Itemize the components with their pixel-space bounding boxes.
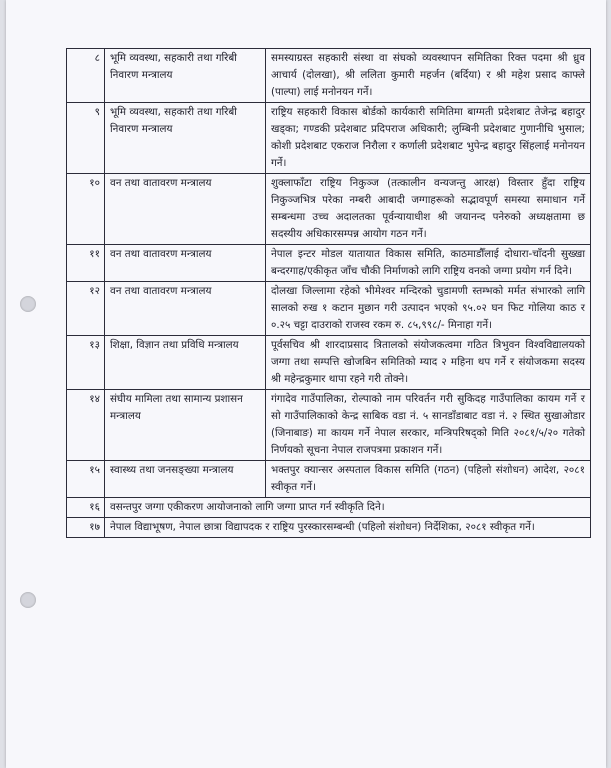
decision-cell: भक्तपुर क्यान्सर अस्पताल विकास समिति (गठन) (पहिलो संशोधन) आदेश, २०८१ स्वीकृत गर्ने। <box>266 461 591 498</box>
decision-cell: नेपाल इन्टर मोडल यातायात विकास समिति, काठमाडौँलाई दोधारा-चाँदनी सुख्खा बन्दरगाह/एकीकृत जाँच चौकी निर्माणको लागि राष्ट्रिय वनको जग्गा प्रयोग गर्न दिने। <box>266 245 591 282</box>
ministry-cell: शिक्षा, विज्ञान तथा प्रविधि मन्त्रालय <box>105 336 266 390</box>
table-row <box>67 174 591 245</box>
ministry-cell: स्वास्थ्य तथा जनसङ्ख्या मन्त्रालय <box>105 461 266 498</box>
decision-cell: पूर्वसचिव श्री शारदाप्रसाद त्रितालको संयोजकत्वमा गठित त्रिभुवन विश्वविद्यालयको जग्गा तथा सम्पत्ति खोजबिन समितिको म्याद २ महिना थप गर्ने र संयोजकमा सदस्य श्री महेन्द्रकुमार थापा रहने गरी तोक्ने। <box>266 336 591 390</box>
table-row <box>67 49 591 103</box>
row-number: ९ <box>67 103 105 174</box>
decision-cell: नेपाल विद्याभूषण, नेपाल छात्रा विद्यापदक र राष्ट्रिय पुरस्कारसम्बन्धी (पहिलो संशोधन) निर्देशिका, २०८१ स्वीकृत गर्ने। <box>105 518 591 538</box>
punch-hole <box>20 296 36 312</box>
document-page <box>6 0 606 768</box>
row-number: १७ <box>67 518 105 538</box>
row-number: ८ <box>67 49 105 103</box>
table-row <box>67 518 591 538</box>
row-number: १२ <box>67 282 105 336</box>
row-number: १६ <box>67 498 105 518</box>
row-number: १५ <box>67 461 105 498</box>
row-number: १४ <box>67 390 105 461</box>
decisions-table <box>66 48 591 538</box>
decision-cell: समस्याग्रस्त सहकारी संस्था वा संघको व्यवस्थापन समितिका रिक्त पदमा श्री ध्रुव आचार्य (दोलखा), श्री ललिता कुमारी महर्जन (बर्दिया) र श्री महेश प्रसाद काफ्ले (पाल्पा) लाई मनोनयन गर्ने। <box>266 49 591 103</box>
punch-hole <box>20 592 36 608</box>
ministry-cell: भूमि व्यवस्था, सहकारी तथा गरिबी निवारण मन्त्रालय <box>105 49 266 103</box>
decision-cell: गंगादेव गाउँपालिका, रोल्पाको नाम परिवर्तन गरी सुकिदह गाउँपालिका कायम गर्ने र सो गाउँपालिकाको केन्द्र साबिक वडा नं. ५ सानडाँडाबाट वडा नं. २ स्थित सुखाओडार (जिनाबाङ) मा कायम गर्ने नेपाल सरकार, मन्त्रिपरिषद्को मिति २०८१/५/२० गतेको निर्णयको सूचना नेपाल राजपत्रमा प्रकाशन गर्ने। <box>266 390 591 461</box>
table-row <box>67 461 591 498</box>
table-row <box>67 390 591 461</box>
ministry-cell: भूमि व्यवस्था, सहकारी तथा गरिबी निवारण मन्त्रालय <box>105 103 266 174</box>
decision-cell: दोलखा जिल्लामा रहेको भीमेश्वर मन्दिरको चुडामणी स्तम्भको मर्मत संभारको लागि सालको रुख १ कटान मुछान गरी उत्पादन भएको ९५.०२ घन फिट गोलिया काठ र ०.२५ चट्टा दाउराको राजस्व रकम रु. ८५,९९८/- मिनाहा गर्ने। <box>266 282 591 336</box>
ministry-cell: वन तथा वातावरण मन्त्रालय <box>105 245 266 282</box>
decision-cell: राष्ट्रिय सहकारी विकास बोर्डको कार्यकारी समितिमा बाग्मती प्रदेशबाट तेजेन्द्र बहादुर खड्का; गण्डकी प्रदेशबाट प्रदिपराज अधिकारी; लुम्बिनी प्रदेशबाट गुणानीधि भुसाल; कोशी प्रदेशबाट एकराज निरौला र कर्णाली प्रदेशबाट भुपेन्द्र बहादुर सिंहलाई मनोनयन गर्ने। <box>266 103 591 174</box>
table-row <box>67 103 591 174</box>
table-row <box>67 498 591 518</box>
table-row <box>67 336 591 390</box>
decision-cell: वसन्तपुर जग्गा एकीकरण आयोजनाको लागि जग्गा प्राप्त गर्न स्वीकृति दिने। <box>105 498 591 518</box>
ministry-cell: वन तथा वातावरण मन्त्रालय <box>105 282 266 336</box>
decision-cell: शुक्लाफाँटा राष्ट्रिय निकुञ्ज (तत्कालीन वन्यजन्तु आरक्ष) विस्तार हुँदा राष्ट्रिय निकुञ्जभित्र परेका नम्बरी आबादी जग्गाहरूको सद्भावपूर्ण समस्या समाधान गर्ने सम्बन्धमा उच्च अदालतका पूर्वन्यायाधीश श्री जयानन्द पनेरुको अध्यक्षतामा छ सदस्यीय अधिकारसम्पन्न आयोग गठन गर्ने। <box>266 174 591 245</box>
row-number: १३ <box>67 336 105 390</box>
row-number: ११ <box>67 245 105 282</box>
row-number: १० <box>67 174 105 245</box>
ministry-cell: वन तथा वातावरण मन्त्रालय <box>105 174 266 245</box>
table-row <box>67 282 591 336</box>
ministry-cell: संघीय मामिला तथा सामान्य प्रशासन मन्त्रालय <box>105 390 266 461</box>
table-row <box>67 245 591 282</box>
